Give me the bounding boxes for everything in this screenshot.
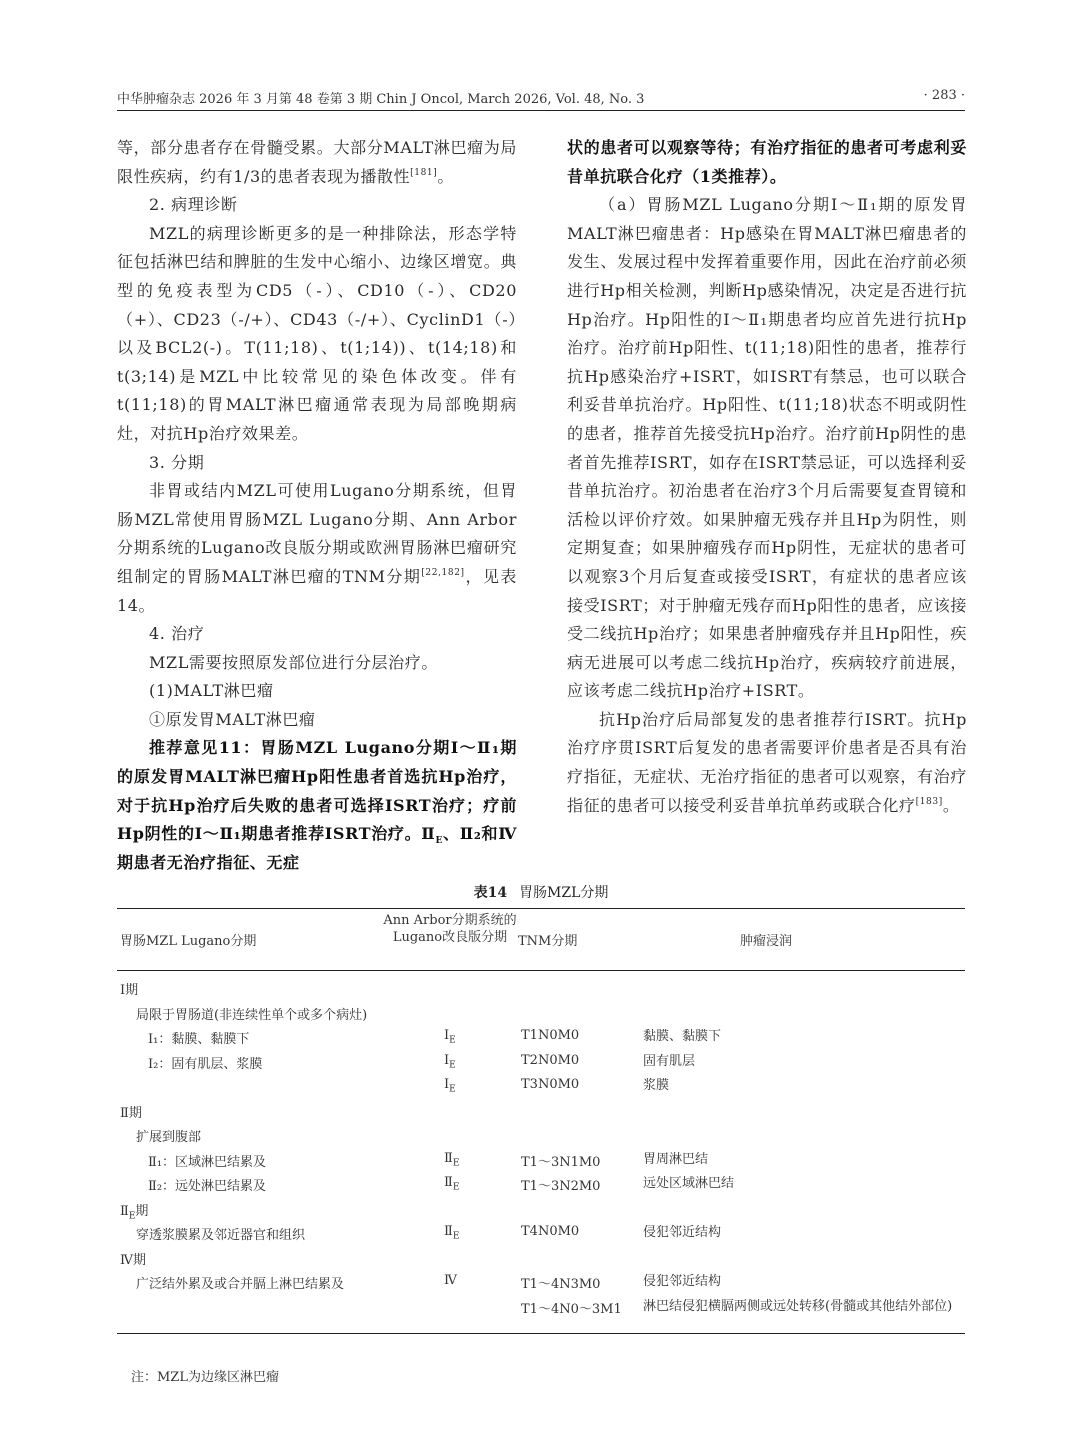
cell-tnm: T4N0M0 [521, 1224, 580, 1239]
left-paragraph: 3. 分期 [149, 452, 205, 472]
table-header-rule [117, 970, 965, 971]
cell-lugano: Ⅱ₁：区域淋巴结累及 [148, 1154, 267, 1170]
cell-tnm: T1～3N2M0 [521, 1179, 601, 1194]
table-title: 胃肠MZL分期 [519, 885, 609, 901]
cell-ann-arbor: $Ⅰ_E$ [444, 1077, 456, 1095]
left-paragraph: 非胃或结内MZL可使用Lugano分期系统，但胃肠MZL常使用胃肠MZL Lugano分期、Ann Arbor分期系统的Lugano改良版分期或欧洲胃肠淋巴瘤研究组制定的胃肠MALT淋巴瘤的TNM分期[22,182]，见表14。 [117, 481, 517, 615]
cell-lugano: Ⅱ₂：远处淋巴结累及 [148, 1179, 267, 1194]
cell-invasion: 浆膜 [643, 1078, 670, 1093]
left-paragraph: (1)MALT淋巴瘤 [149, 681, 274, 701]
cell-tnm: T1～4N0～3M1 [521, 1301, 622, 1317]
cell-invasion: 固有肌层 [643, 1053, 696, 1069]
cell-tnm: T1N0M0 [521, 1028, 580, 1043]
table-row [117, 1073, 965, 1098]
cell-lugano: 广泛结外累及或合并膈上淋巴结累及 [136, 1277, 345, 1292]
cell-invasion: 侵犯邻近结构 [643, 1274, 722, 1289]
table-header-invasion: 肿瘤浸润 [740, 934, 793, 949]
left-column [117, 134, 517, 877]
cell-lugano: 局限于胃肠道(非连续性单个或多个病灶) [136, 1007, 368, 1023]
table-row [117, 1171, 965, 1196]
citation-ref: [183] [915, 796, 943, 807]
running-header [117, 86, 965, 111]
cell-lugano: Ⅰ期 [120, 983, 139, 998]
left-paragraph: ①原发胃MALT淋巴瘤 [149, 709, 316, 729]
right-paragraph: （a）胃肠MZL Lugano分期Ⅰ～Ⅱ₁期的原发胃MALT淋巴瘤患者：Hp感染在胃MALT淋巴瘤患者的发生、发展过程中发挥着重要作用，因此在治疗前必须进行Hp相关检测，判断Hp感染情况，决定是否进行抗Hp治疗。Hp阳性的Ⅰ～Ⅱ₁期患者均应首先进行抗Hp治疗。治疗前Hp阳性、t(11;18)阳性的患者，推荐行抗Hp感染治疗+ISRT，如ISRT有禁忌，也可以联合利妥昔单抗治疗。Hp阳性、t(11;18)状态不明或阴性的患者，推荐首先接受抗Hp治疗。治疗前Hp阴性的患者首先推荐ISRT，如存在ISRT禁忌证，可以选择利妥昔单抗治疗。初治患者在治疗3个月后需要复查胃镜和活检以评价疗效。如果肿瘤无残存并且Hp为阴性，则定期复查；如果肿瘤残存而Hp阴性，无症状的患者可以观察3个月后复查或接受ISRT，有症状的患者应该接受ISRT；对于肿瘤无残存而Hp阳性的患者，应该接受二线抗Hp治疗；如果患者肿瘤残存并且Hp阳性，疾病无进展可以考虑二线抗Hp治疗，疾病较疗前进展，应该考虑二线抗Hp治疗+ISRT。 [567, 195, 967, 701]
table-row [117, 1147, 965, 1172]
cell-lugano: Ⅳ期 [120, 1252, 146, 1268]
table-top-rule [117, 908, 965, 909]
table-bottom-rule [117, 1333, 965, 1334]
table-row [117, 1024, 965, 1049]
cell-ann-arbor: $Ⅱ_E$ [444, 1150, 460, 1169]
page-number: · 283 · [923, 88, 965, 103]
table-note: 注：MZL为边缘区淋巴瘤 [131, 1370, 279, 1385]
cell-tnm: T1～3N1M0 [521, 1154, 601, 1170]
right-paragraph: 抗Hp治疗后局部复发的患者推荐行ISRT。抗Hp治疗序贯ISRT后复发的患者需要评价患者是否具有治疗指征，无症状、无治疗指征的患者可以观察，有治疗指征的患者可以接受利妥昔单抗单药或联合化疗[183]。 [567, 709, 967, 815]
left-paragraph: 2. 病理诊断 [149, 195, 238, 215]
cell-invasion: 淋巴结侵犯横膈两侧或远处转移(骨髓或其他结外部位) [643, 1298, 953, 1314]
cell-lugano: Ⅰ₂：固有肌层、浆膜 [148, 1056, 263, 1072]
cell-invasion: 黏膜、黏膜下 [643, 1029, 722, 1044]
cell-lugano: Ⅱ期 [120, 1105, 142, 1121]
table-row [117, 1098, 965, 1123]
journal-citation: 中华肿瘤杂志 2026 年 3 月第 48 卷第 3 期 Chin J Oncol, March 2026, Vol. 48, No. 3 [117, 92, 645, 107]
table-header-ann-arbor: Ann Arbor分期系统的Lugano改良版分期 [383, 913, 517, 945]
cell-ann-arbor: $Ⅱ_E$ [444, 1175, 460, 1193]
left-paragraph: 推荐意见11：胃肠MZL Lugano分期Ⅰ～Ⅱ₁期的原发胃MALT淋巴瘤Hp阳性患者首选抗Hp治疗，对于抗Hp治疗后失败的患者可选择ISRT治疗；疗前Hp阴性的Ⅰ～Ⅱ₁期患者推荐ISRT治疗。$Ⅱ_E$、Ⅱ₂和Ⅳ期患者无治疗指征、无症 [117, 738, 517, 872]
cell-lugano: $Ⅱ_E$期 [120, 1203, 149, 1222]
cell-invasion: 远处区域淋巴结 [643, 1176, 735, 1191]
citation-ref: [22,182] [421, 567, 465, 578]
cell-invasion: 侵犯邻近结构 [643, 1225, 722, 1240]
table-row [117, 1269, 965, 1294]
cell-lugano: 穿透浆膜累及邻近器官和组织 [136, 1228, 306, 1243]
table-body [117, 975, 965, 1334]
table-row [117, 975, 965, 1000]
citation-ref: [181] [410, 167, 438, 178]
right-column [567, 134, 967, 820]
cell-ann-arbor: $Ⅰ_E$ [444, 1052, 456, 1071]
left-paragraph: MZL的病理诊断更多的是一种排除法，形态学特征包括淋巴结和脾脏的生发中心缩小、边缘区增宽。典型的免疫表型为CD5（-）、CD10（-）、CD20（+）、CD23（-/+）、CD43（-/+）、CyclinD1（-）以及BCL2(-)。T(11;18)、t(1;14))、t(14;18)和t(3;14)是MZL中比较常见的染色体改变。伴有t(11;18)的胃MALT淋巴瘤通常表现为局部晚期病灶，对抗Hp治疗效果差。 [117, 223, 517, 443]
table-row [117, 1245, 965, 1270]
left-paragraph: 4. 治疗 [149, 624, 205, 644]
cell-ann-arbor: Ⅳ [444, 1273, 457, 1288]
table-row [117, 1122, 965, 1147]
cell-lugano: Ⅰ₁：黏膜、黏膜下 [148, 1032, 250, 1047]
cell-ann-arbor: $Ⅰ_E$ [444, 1028, 456, 1046]
table-header-lugano: 胃肠MZL Lugano分期 [120, 934, 257, 949]
table-row [117, 1000, 965, 1025]
table-row [117, 1196, 965, 1221]
table-number: 表14 [473, 885, 508, 901]
cell-tnm: T2N0M0 [521, 1052, 580, 1068]
right-paragraph: 状的患者可以观察等待；有治疗指征的患者可考虑利妥昔单抗联合化疗（1类推荐）。 [567, 138, 967, 186]
cell-ann-arbor: $Ⅱ_E$ [444, 1224, 460, 1242]
table-row [117, 1294, 965, 1334]
left-paragraph: MZL需要按照原发部位进行分层治疗。 [149, 652, 438, 672]
left-paragraph: 等，部分患者存在骨髓受累。大部分MALT淋巴瘤为局限性疾病，约有1/3的患者表现为播散性[181]。 [117, 138, 517, 186]
table-caption [117, 882, 965, 902]
cell-tnm: T1～4N3M0 [521, 1277, 601, 1292]
cell-lugano: 扩展到腹部 [136, 1130, 202, 1145]
table-header-tnm: TNM分期 [518, 934, 578, 949]
cell-invasion: 胃周淋巴结 [643, 1151, 709, 1167]
cell-tnm: T3N0M0 [521, 1077, 580, 1092]
table-row [117, 1220, 965, 1245]
table-row [117, 1049, 965, 1074]
